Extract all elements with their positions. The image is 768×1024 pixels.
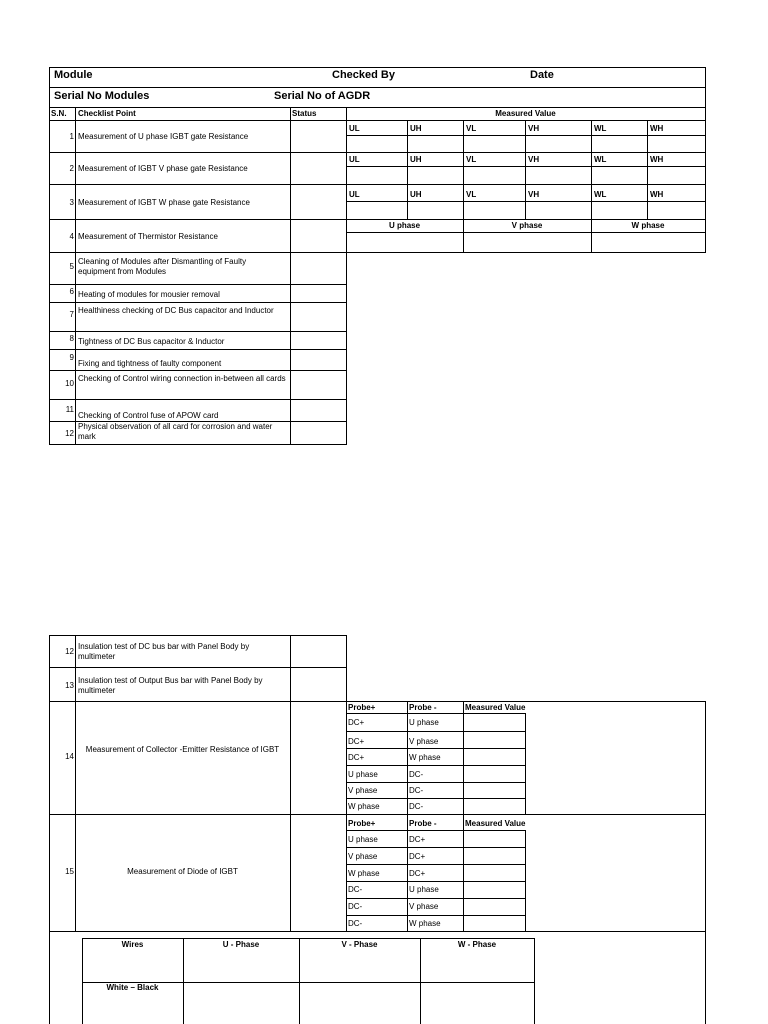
test-point: Insulation test of DC bus bar with Panel Body by multimeter xyxy=(78,642,250,661)
checklist-sn: 7 xyxy=(69,310,74,319)
test-point: Insulation test of Output Bus bar with Panel Body by multimeter xyxy=(78,676,263,695)
checklist-point: Cleaning of Modules after Dismantling of Faulty equipment from Modules xyxy=(78,257,247,276)
wire-row-label: White – Black xyxy=(106,983,159,992)
gate-header-vl: VL xyxy=(466,124,477,133)
phase-header-w: W phase xyxy=(631,221,665,230)
checked-by-label: Checked By xyxy=(332,69,395,81)
serial-no-agdr-label: Serial No of AGDR xyxy=(274,90,371,102)
probe-minus-cell: DC- xyxy=(409,786,424,795)
u-phase-header: U - Phase xyxy=(222,940,260,949)
phase-header-u: U phase xyxy=(388,221,421,230)
checklist-sn: 8 xyxy=(69,334,74,343)
checklist-point: Measurement of IGBT W phase gate Resistance xyxy=(78,198,250,207)
gate-header-wl: WL xyxy=(594,155,607,164)
gate-header-wh: WH xyxy=(650,190,664,199)
checklist-sn: 2 xyxy=(69,164,74,173)
gate-header-vh: VH xyxy=(528,190,540,199)
checklist-sn: 11 xyxy=(65,405,74,414)
test-sn: 15 xyxy=(65,867,74,876)
status-cell[interactable] xyxy=(291,636,346,667)
probe-plus-cell: DC+ xyxy=(348,718,365,727)
checklist-sn: 5 xyxy=(69,262,74,271)
probe-plus-header: Probe+ xyxy=(348,703,376,712)
serial-no-modules-label: Serial No Modules xyxy=(54,90,150,102)
status-cell[interactable] xyxy=(291,668,346,701)
probe-minus-header: Probe - xyxy=(409,819,437,828)
probe-minus-cell: DC+ xyxy=(409,869,426,878)
probe-plus-cell: W phase xyxy=(348,869,380,878)
gate-header-ul: UL xyxy=(349,155,360,164)
probe-minus-cell: V phase xyxy=(409,737,439,746)
gate-header-wl: WL xyxy=(594,190,607,199)
probe-plus-cell: DC- xyxy=(348,902,363,911)
probe-plus-cell: DC- xyxy=(348,885,363,894)
checklist-point: Checking of Control wiring connection in-between all cards xyxy=(78,374,286,383)
probe-plus-cell: U phase xyxy=(348,835,378,844)
w-phase-header: W - Phase xyxy=(457,940,497,949)
sn-column-header: S.N. xyxy=(51,109,67,118)
checklist-point: Measurement of IGBT V phase gate Resistance xyxy=(78,164,248,173)
measured-value-header: Measured Value xyxy=(465,819,526,828)
probe-minus-cell: DC- xyxy=(409,802,424,811)
checklist-sn: 12 xyxy=(65,429,74,438)
checklist-point: Tightness of DC Bus capacitor & Inductor xyxy=(78,337,225,346)
checklist-point: Checking of Control fuse of APOW card xyxy=(78,411,219,420)
v-phase-header: V - Phase xyxy=(341,940,378,949)
gate-header-vl: VL xyxy=(466,155,477,164)
module-label: Module xyxy=(54,69,93,81)
status-cell[interactable] xyxy=(291,153,346,184)
gate-header-wh: WH xyxy=(650,124,664,133)
probe-plus-cell: U phase xyxy=(348,770,378,779)
test-sn: 12 xyxy=(65,647,74,656)
gate-header-ul: UL xyxy=(349,124,360,133)
test-point: Measurement of Diode of IGBT xyxy=(127,867,238,876)
checklist-sn: 4 xyxy=(69,232,74,241)
probe-plus-cell: DC+ xyxy=(348,753,365,762)
insulation-test-table xyxy=(0,620,768,1024)
test-sn: 14 xyxy=(65,752,74,761)
checklist-sn: 10 xyxy=(65,379,74,388)
probe-plus-cell: DC- xyxy=(348,919,363,928)
probe-minus-cell: DC+ xyxy=(409,852,426,861)
checklist-point: Healthiness checking of DC Bus capacitor and Inductor xyxy=(78,306,274,315)
checklist-sn: 3 xyxy=(69,198,74,207)
probe-minus-cell: DC- xyxy=(409,770,424,779)
checklist-point: Measurement of U phase IGBT gate Resistance xyxy=(78,132,249,141)
probe-plus-cell: V phase xyxy=(348,852,378,861)
measured-value-column-header: Measured Value xyxy=(495,109,556,118)
checklist-sn: 1 xyxy=(69,132,74,141)
probe-plus-cell: V phase xyxy=(348,786,378,795)
probe-plus-cell: DC+ xyxy=(348,737,365,746)
probe-minus-cell: V phase xyxy=(409,902,439,911)
date-label: Date xyxy=(530,69,554,81)
checklist-point: Measurement of Thermistor Resistance xyxy=(78,232,218,241)
checklist-point: Heating of modules for mousier removal xyxy=(78,290,220,299)
gate-header-wl: WL xyxy=(594,124,607,133)
probe-minus-cell: U phase xyxy=(409,718,439,727)
gate-header-ul: UL xyxy=(349,190,360,199)
checklist-point: Fixing and tightness of faulty component xyxy=(78,359,222,368)
probe-minus-cell: DC+ xyxy=(409,835,426,844)
gate-header-uh: UH xyxy=(410,155,422,164)
gate-header-vh: VH xyxy=(528,124,540,133)
test-sn: 13 xyxy=(65,681,74,690)
test-point: Measurement of Collector -Emitter Resistance of IGBT xyxy=(85,745,280,754)
gate-header-vh: VH xyxy=(528,155,540,164)
gate-header-vl: VL xyxy=(466,190,477,199)
checklist-sn: 6 xyxy=(69,287,74,296)
wires-header: Wires xyxy=(121,940,144,949)
status-column-header: Status xyxy=(292,109,317,118)
gate-header-uh: UH xyxy=(410,190,422,199)
probe-minus-cell: W phase xyxy=(409,919,441,928)
probe-minus-cell: U phase xyxy=(409,885,439,894)
gate-header-uh: UH xyxy=(410,124,422,133)
gate-header-wh: WH xyxy=(650,155,664,164)
status-cell[interactable] xyxy=(291,185,346,219)
probe-plus-cell: W phase xyxy=(348,802,380,811)
probe-minus-header: Probe - xyxy=(409,703,437,712)
checklist-point-column-header: Checklist Point xyxy=(78,109,136,118)
status-cell[interactable] xyxy=(291,121,346,152)
measured-value-header: Measured Value xyxy=(465,703,526,712)
checklist-point: Physical observation of all card for corrosion and water mark xyxy=(78,422,273,441)
probe-minus-cell: W phase xyxy=(409,753,441,762)
phase-header-v: V phase xyxy=(511,221,543,230)
probe-plus-header: Probe+ xyxy=(348,819,376,828)
checklist-sn: 9 xyxy=(69,353,74,362)
status-cell[interactable] xyxy=(291,220,346,252)
inspection-checklist-table xyxy=(0,0,768,460)
